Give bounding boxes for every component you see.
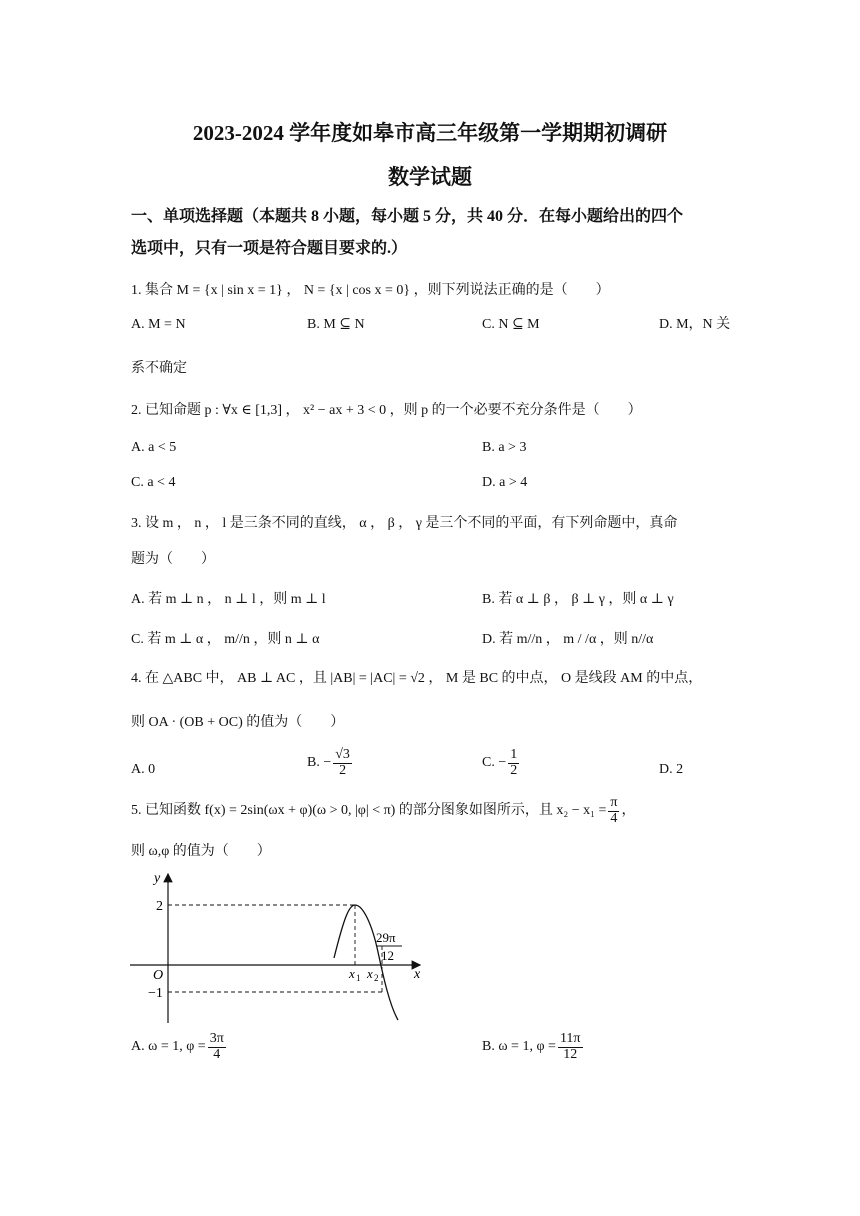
fraction-denominator: 4: [610, 810, 618, 826]
y-max-label: 2: [156, 899, 163, 914]
sine-graph-figure: [120, 868, 440, 1038]
page-title: 2023-2024 学年度如皋市高三年级第一学期期初调研: [192, 121, 668, 145]
question-1-option-c: C. N ⊆ M: [482, 317, 540, 332]
fraction-29pi-numerator: 29π: [376, 930, 396, 945]
question-2-option-a: A. a < 5: [131, 440, 177, 455]
question-4-stem-line1: 4. 在 △ABC 中， AB ⊥ AC ，且 |AB| = |AC| = √2 ， M 是 BC 的中点， O 是线段 AM 的中点，: [131, 671, 703, 686]
question-2-option-c: C. a < 4: [131, 475, 176, 490]
section-heading-line1: 一、单项选择题（本题共 8 小题，每小题 5 分，共 40 分．在每小题给出的四个: [131, 208, 684, 225]
question-4-option-d: D. 2: [659, 762, 684, 777]
question-5-stem-fraction: [608, 796, 619, 826]
question-5-option-b-label: B. ω = 1, φ =: [482, 1039, 556, 1055]
question-4-option-c: [482, 748, 521, 778]
fraction-numerator: 1: [510, 747, 518, 762]
fraction-denominator: 4: [213, 1046, 221, 1062]
y-axis-label: y: [154, 871, 161, 886]
page-subtitle: 数学试题: [388, 165, 472, 189]
x1-subscript: 1: [356, 973, 361, 983]
question-2-stem: 2. 已知命题 p : ∀x ∈ [1,3] ， x² − ax + 3 < 0 ，则 p 的一个必要不充分条件是（ ）: [131, 403, 642, 418]
question-1-option-d: D. M，N 关: [659, 317, 731, 332]
fraction-numerator: 11π: [559, 1031, 581, 1046]
question-1-stem: 1. 集合 M = {x | sin x = 1} ， N = {x | cos x = 0} ，则下列说法正确的是（ ）: [131, 283, 610, 298]
x-axis-label: x: [414, 967, 421, 982]
question-1-option-b: B. M ⊆ N: [307, 317, 365, 332]
question-5-stem-text: 5. 已知函数 f(x) = 2sin(ωx + φ)(ω > 0, |φ| < π) 的部分图象如图所示，且 x₂ − x₁ =: [131, 803, 607, 819]
question-3-option-b: B. 若 α ⊥ β ， β ⊥ γ ，则 α ⊥ γ: [482, 592, 674, 607]
question-5-option-a-label: A. ω = 1, φ =: [131, 1039, 206, 1055]
fraction-29pi-denominator: 12: [381, 948, 394, 963]
fraction-denominator: 12: [563, 1046, 578, 1062]
question-5-stem-line1: 5. 已知函数 f(x) = 2sin(ωx + φ)(ω > 0, |φ| < π) 的部分图象如图所示，且 x₂ − x₁ = $\frac{\pi}{4}$ ，: [131, 795, 636, 826]
question-3-stem-line1: 3. 设 m ， n ， l 是三条不同的直线， α ， β ， γ 是三个不同的平面，有下列命题中，真命: [131, 516, 678, 531]
origin-label: O: [153, 968, 164, 983]
section-heading-line2: 选项中，只有一项是符合题目要求的.）: [131, 240, 408, 257]
question-4-option-c-label: C. −: [482, 755, 507, 771]
question-4-option-b-label: B. −: [307, 755, 332, 771]
question-3-option-c: C. 若 m ⊥ α ， m//n ，则 n ⊥ α: [131, 632, 320, 647]
question-3-stem-line2: 题为（ ）: [131, 552, 215, 567]
x2-subscript: 2: [374, 973, 379, 983]
question-4-option-b-fraction: [333, 748, 352, 778]
question-5-option-b-fraction: [558, 1032, 583, 1062]
question-4-option-c-fraction: [508, 748, 519, 778]
question-5-option-b: [482, 1032, 585, 1062]
question-2-option-b: B. a > 3: [482, 440, 527, 455]
question-4-option-b: [307, 748, 354, 778]
question-3-option-a: A. 若 m ⊥ n ， n ⊥ l ，则 m ⊥ l: [131, 592, 326, 607]
y-min-label: −1: [148, 986, 163, 1001]
fraction-numerator: π: [610, 795, 618, 810]
question-5-stem-line2: 则 ω,φ 的值为（ ）: [131, 844, 271, 859]
fraction-denominator: 2: [339, 762, 347, 778]
x1-label: x: [349, 966, 355, 981]
fraction-numerator: √3: [335, 747, 350, 762]
x2-label: x: [367, 966, 373, 981]
question-1-option-a: A. M = N: [131, 317, 186, 332]
question-1-option-d-tail: 系不确定: [131, 361, 187, 376]
question-5-option-a: [131, 1032, 228, 1062]
question-4-stem-line2: 则 OA · (OB + OC) 的值为（ ）: [131, 715, 345, 730]
fraction-denominator: 2: [510, 762, 518, 778]
question-3-option-d: D. 若 m//n ， m / /α ，则 n//α: [482, 632, 654, 647]
fraction-numerator: 3π: [209, 1031, 224, 1046]
question-5-option-a-fraction: [208, 1032, 226, 1062]
question-2-option-d: D. a > 4: [482, 475, 528, 490]
question-4-option-a: A. 0: [131, 762, 156, 777]
